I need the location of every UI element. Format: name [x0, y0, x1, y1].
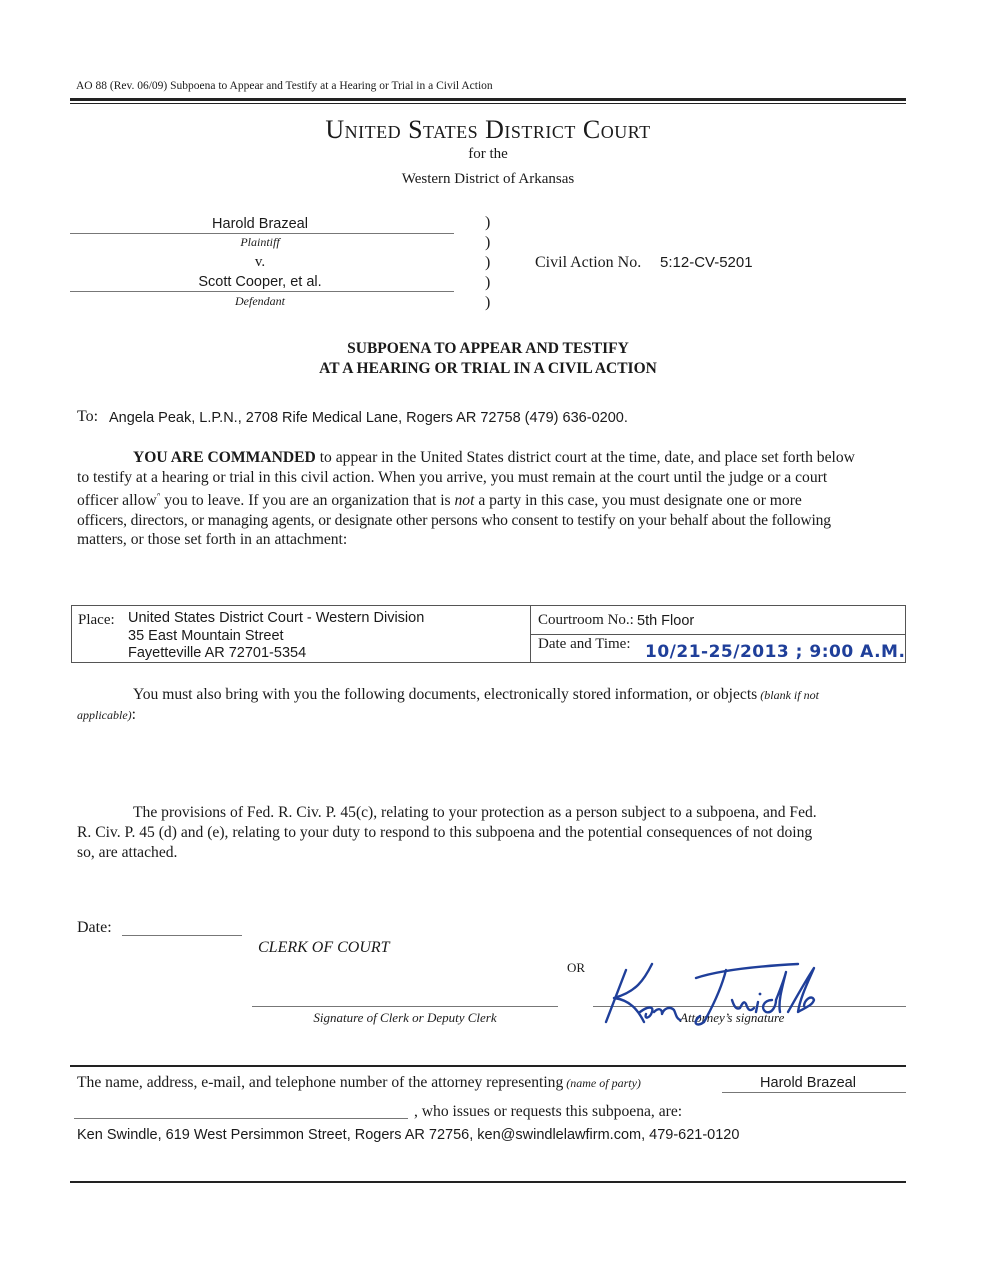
date-line: [122, 935, 242, 936]
place-box-hrule: [530, 634, 906, 635]
bottom-rule: [70, 1181, 906, 1183]
date-label: Date:: [77, 919, 112, 936]
scan-artifact-mark: ᐢ: [156, 491, 161, 501]
attorney-blank-line: [74, 1118, 408, 1119]
attorney-info-line1: The name, address, e-mail, and telephone number of the attorney representing (name of party): [77, 1074, 641, 1091]
attorney-top-rule: [70, 1065, 906, 1067]
place-line1: United States District Court - Western Division: [128, 610, 425, 626]
provisions-line: R. Civ. P. 45 (d) and (e), relating to your duty to respond to this subpoena and the potential consequences of not doing: [77, 824, 813, 841]
civil-action-label: Civil Action No.: [535, 254, 642, 271]
plaintiff-name: Harold Brazeal: [212, 216, 308, 232]
command-line: officer allow$^ᐢ$ you to leave. If you are an organization that is not a party in this case, you must designate one or more: [77, 491, 802, 510]
clerk-signature-line: [252, 1006, 558, 1007]
command-line: officers, directors, or managing agents, or designate other persons who consent to testify on your behalf about the following: [77, 511, 831, 529]
command-bold: YOU ARE COMMANDED: [133, 449, 316, 466]
header-rule-thick: [70, 98, 906, 101]
caption-paren: ): [485, 254, 491, 271]
attorney-contact: Ken Swindle, 619 West Persimmon Street, Rogers AR 72756, ken@swindlelawfirm.com, 479-621-0120: [77, 1127, 740, 1143]
datetime-handwritten: 10/21-25/2013 ; 9:00 A.M.: [645, 642, 906, 662]
place-line2: 35 East Mountain Street: [128, 628, 284, 644]
plaintiff-line: [70, 233, 454, 234]
provisions-paragraph: [77, 803, 907, 863]
court-name: United States District Court: [325, 115, 651, 144]
place-label: Place:: [78, 612, 115, 628]
provisions-line: so, are attached.: [77, 844, 178, 861]
clerk-signature-label: Signature of Clerk or Deputy Clerk: [313, 1010, 497, 1025]
documents-line: applicable):: [77, 706, 136, 723]
header-rule-thin: [70, 103, 906, 104]
courtroom-value: 5th Floor: [637, 613, 695, 629]
court-district: Western District of Arkansas: [401, 171, 575, 187]
party-name: Harold Brazeal: [760, 1075, 856, 1091]
place-line3: Fayetteville AR 72701-5354: [128, 645, 307, 661]
or-label: OR: [567, 960, 586, 975]
civil-action-number: 5:12-CV-5201: [660, 254, 753, 271]
courtroom-label: Courtroom No.:: [538, 612, 634, 628]
defendant-name: Scott Cooper, et al.: [198, 274, 322, 290]
clerk-of-court-label: CLERK OF COURT: [258, 939, 390, 956]
subpoena-title-line2: AT A HEARING OR TRIAL IN A CIVIL ACTION: [319, 360, 657, 377]
to-recipient: Angela Peak, L.P.N., 2708 Rife Medical Lane, Rogers AR 72758 (479) 636-0200.: [109, 410, 628, 426]
to-label: To:: [77, 408, 99, 425]
datetime-label: Date and Time:: [538, 636, 631, 652]
caption-paren: ): [485, 294, 491, 311]
defendant-line: [70, 291, 454, 292]
caption-paren: ): [485, 214, 491, 231]
versus: v.: [254, 254, 266, 270]
attorney-signature-label: Attorney’s signature: [680, 1010, 785, 1025]
caption-paren: ): [485, 274, 491, 291]
command-line: matters, or those set forth in an attachment:: [77, 531, 348, 549]
caption-paren: ): [485, 234, 491, 251]
plaintiff-label: Plaintiff: [240, 235, 280, 249]
party-name-line: [722, 1092, 906, 1093]
command-line: YOU ARE COMMANDED to appear in the United States district court at the time, date, and place set forth below: [133, 449, 855, 466]
documents-paragraph: [77, 685, 907, 725]
documents-line: You must also bring with you the following documents, electronically stored information, or objects (blank if not: [133, 686, 819, 703]
provisions-line: The provisions of Fed. R. Civ. P. 45(c), relating to your protection as a person subject to a subpoena, and Fed.: [133, 804, 817, 821]
subpoena-title-line1: SUBPOENA TO APPEAR AND TESTIFY: [347, 340, 629, 357]
form-header: AO 88 (Rev. 06/09) Subpoena to Appear and Testify at a Hearing or Trial in a Civil Action: [76, 80, 493, 92]
command-line: to testify at a hearing or trial in this civil action. When you arrive, you must remain at the court until the judge or a court: [77, 468, 828, 486]
attorney-info-line2: , who issues or requests this subpoena, are:: [414, 1103, 683, 1120]
court-for-the: for the: [468, 146, 508, 162]
defendant-label: Defendant: [235, 294, 285, 308]
command-paragraph: [77, 448, 907, 550]
attorney-handwritten-signature: [600, 950, 870, 1030]
